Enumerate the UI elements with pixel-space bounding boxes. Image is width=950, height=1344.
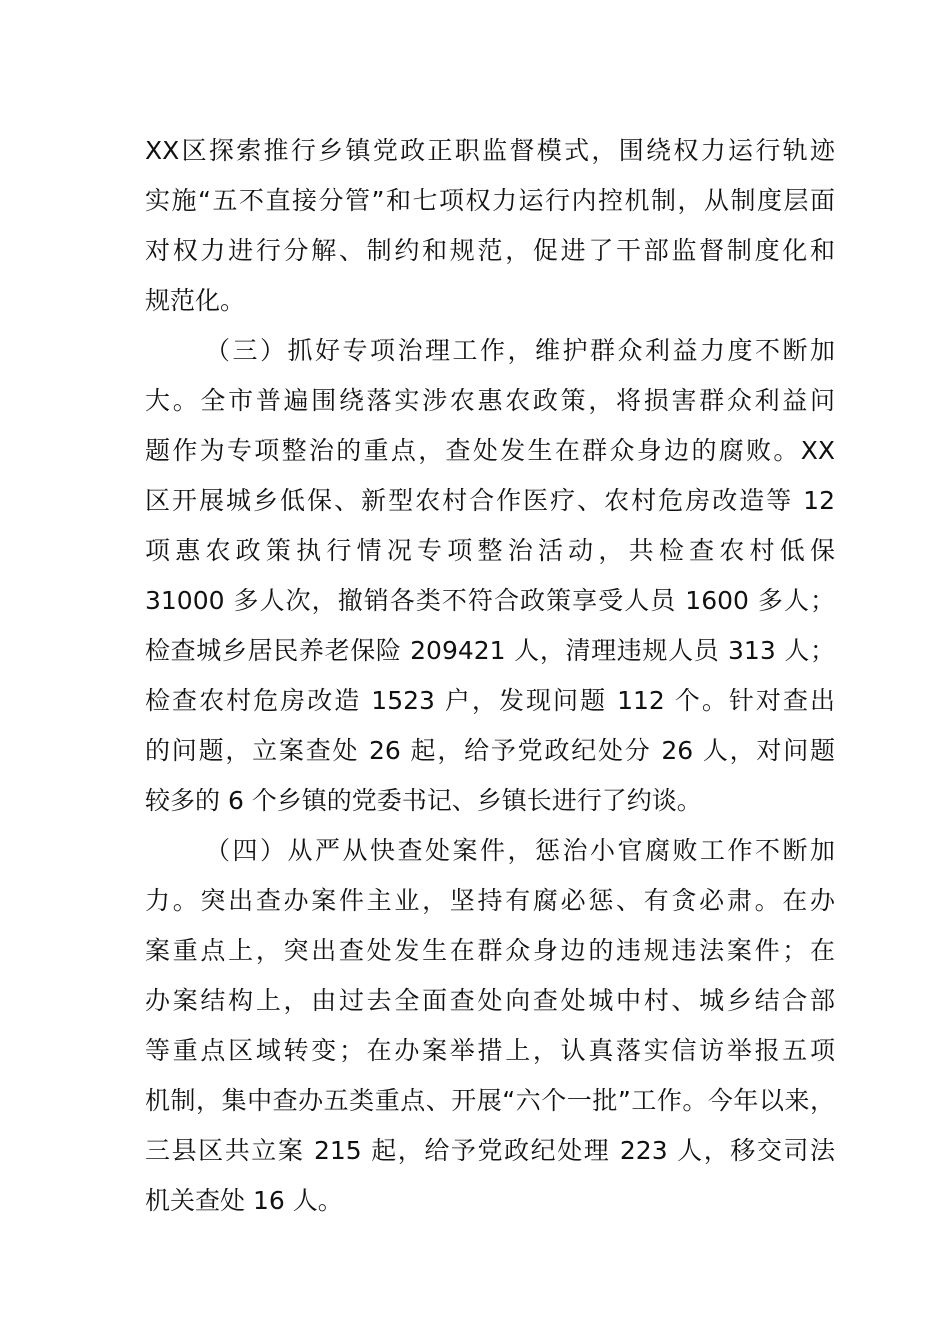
section-heading-3: （三）抓好专项治理工作，维护群众利益力度不断加	[205, 336, 835, 365]
section-heading-4: （四）从严从快查处案件，惩治小官腐败工作不断加	[205, 836, 835, 865]
text-line-4: 规范化。	[145, 286, 246, 315]
text-line-21: 三县区共立案 215 起，给予党政纪处理 223 人，移交司法	[145, 1136, 835, 1165]
text-line-2: 实施“五不直接分管”和七项权力运行内控机制，从制度层面	[145, 186, 835, 215]
text-line-3: 对权力进行分解、制约和规范，促进了干部监督制度化和	[145, 236, 835, 265]
text-line-20: 机制，集中查办五类重点、开展“六个一批”工作。今年以来，	[145, 1086, 835, 1115]
text-line-13: 的问题，立案查处 26 起，给予党政纪处分 26 人，对问题	[145, 736, 835, 765]
text-line-14: 较多的 6 个乡镇的党委书记、乡镇长进行了约谈。	[145, 786, 702, 815]
text-line-9: 项惠农政策执行情况专项整治活动，共检查农村低保	[145, 536, 835, 565]
text-line-22: 机关查处 16 人。	[145, 1186, 343, 1215]
text-line-16: 力。突出查办案件主业，坚持有腐必惩、有贪必肃。在办	[145, 886, 835, 915]
text-line-12: 检查农村危房改造 1523 户，发现问题 112 个。针对查出	[145, 686, 835, 715]
text-line-19: 等重点区域转变；在办案举措上，认真落实信访举报五项	[145, 1036, 835, 1065]
body-text	[145, 126, 835, 1226]
text-line-6: 大。全市普遍围绕落实涉农惠农政策，将损害群众利益问	[145, 386, 835, 415]
text-line-10: 31000 多人次，撤销各类不符合政策享受人员 1600 多人；	[145, 586, 835, 615]
text-line-11: 检查城乡居民养老保险 209421 人，清理违规人员 313 人；	[145, 636, 835, 665]
text-line-8: 区开展城乡低保、新型农村合作医疗、农村危房改造等 12	[145, 486, 835, 515]
text-line-17: 案重点上，突出查处发生在群众身边的违规违法案件；在	[145, 936, 835, 965]
text-line-18: 办案结构上，由过去全面查处向查处城中村、城乡结合部	[145, 986, 835, 1015]
text-line-7: 题作为专项整治的重点，查处发生在群众身边的腐败。XX	[145, 436, 835, 465]
text-line-1: XX区探索推行乡镇党政正职监督模式，围绕权力运行轨迹	[145, 136, 835, 165]
